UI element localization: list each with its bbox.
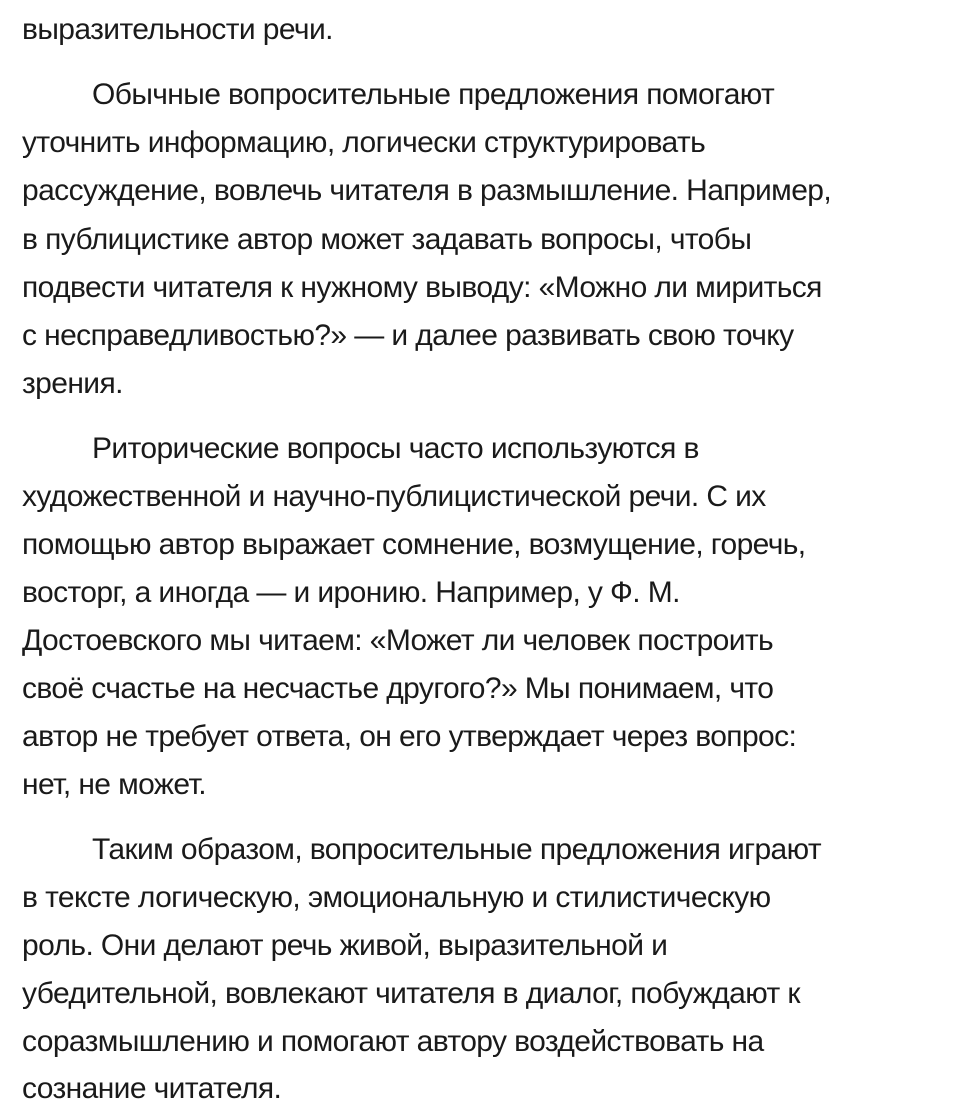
text-line: рассуждение, вовлечь читателя в размышление. Например,: [22, 174, 832, 207]
text-line: нет, не может.: [22, 768, 207, 801]
text-line: сознание читателя.: [22, 1072, 282, 1105]
text-line: роль. Они делают речь живой, выразительной и: [22, 929, 668, 962]
paragraph-first-line: Риторические вопросы часто используются в: [92, 432, 699, 465]
text-line: убедительной, вовлекают читателя в диалог, побуждают к: [22, 977, 800, 1010]
text-line: соразмышлению и помогают автору воздействовать на: [22, 1025, 764, 1058]
text-line: уточнить информацию, логически структурировать: [22, 126, 706, 159]
text-line: помощью автор выражает сомнение, возмущение, горечь,: [22, 528, 806, 561]
paragraph-first-line: Обычные вопросительные предложения помогают: [92, 78, 775, 111]
text-line: автор не требует ответа, он его утверждает через вопрос:: [22, 720, 797, 753]
text-line: Достоевского мы читаем: «Может ли человек построить: [22, 624, 774, 657]
text-line: выразительности речи.: [22, 13, 333, 46]
text-line: своё счастье на несчастье другого?» Мы понимаем, что: [22, 672, 774, 705]
text-line: зрения.: [22, 367, 123, 400]
text-line: в публицистике автор может задавать вопросы, чтобы: [22, 223, 752, 256]
text-line: восторг, а иногда — и иронию. Например, у Ф. М.: [22, 576, 680, 609]
paragraph-first-line: Таким образом, вопросительные предложения играют: [92, 833, 821, 866]
text-line: художественной и научно-публицистической речи. С их: [22, 480, 766, 513]
text-line: подвести читателя к нужному выводу: «Можно ли мириться: [22, 271, 822, 304]
text-line: в тексте логическую, эмоциональную и стилистическую: [22, 881, 771, 914]
text-line: с несправедливостью?» — и далее развивать свою точку: [22, 319, 794, 352]
